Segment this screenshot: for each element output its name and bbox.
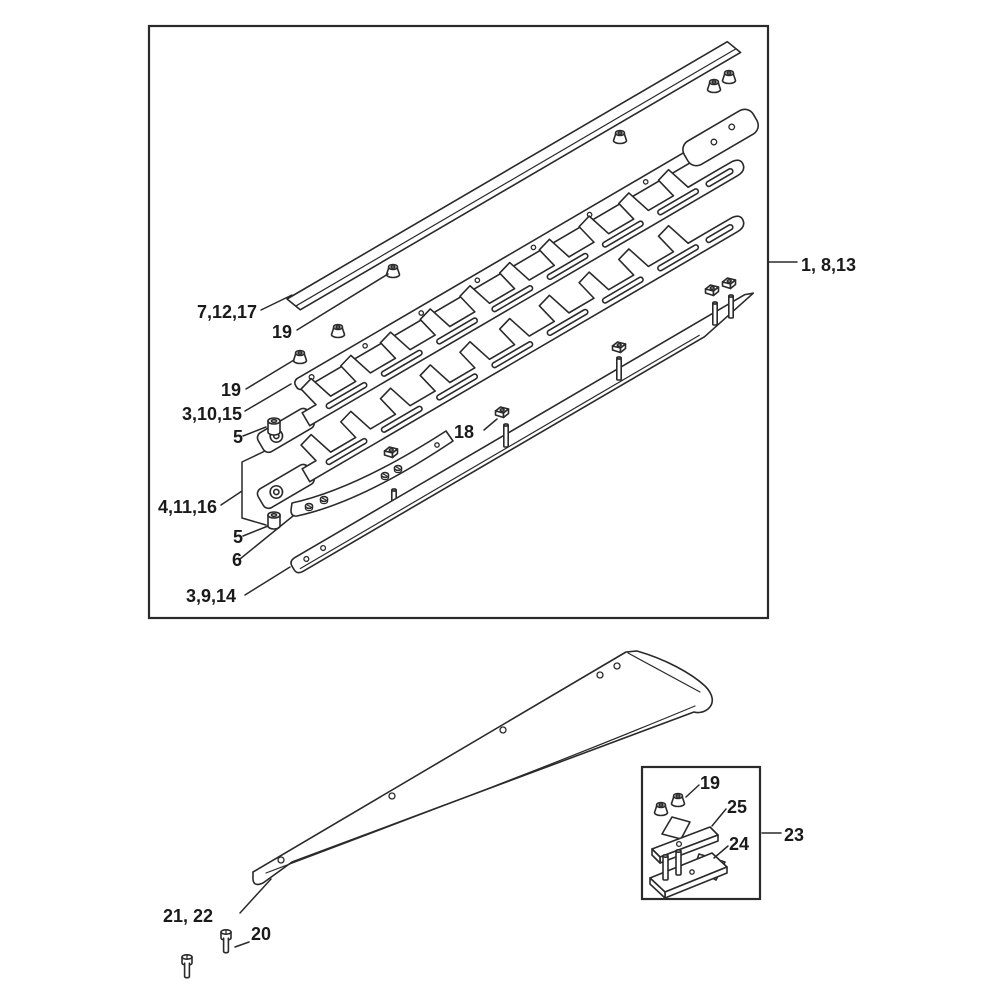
flange-nut <box>332 325 345 338</box>
slotted-screw <box>221 930 231 953</box>
square-nut <box>496 407 509 418</box>
callout-spacer-upper: 5 <box>233 427 244 447</box>
callout-nut-mid: 19 <box>221 380 242 400</box>
callout-blade-guard: 21, 22 <box>163 906 214 926</box>
callout-tip-bracket-upper: 25 <box>727 797 748 817</box>
threaded-stud <box>713 302 717 325</box>
callout-pressure-strip: 3,10,15 <box>182 404 243 424</box>
flange-nut <box>655 803 668 816</box>
spacer-sleeve-upper <box>268 418 280 435</box>
callout-square-nut: 18 <box>454 422 475 442</box>
square-nut <box>613 342 626 353</box>
flange-nut <box>294 351 307 364</box>
callout-tip-guard-assembly: 23 <box>784 825 805 845</box>
threaded-stud <box>504 424 508 447</box>
square-nut <box>706 285 719 296</box>
flange-nut <box>723 71 736 84</box>
threaded-stud <box>617 357 621 380</box>
callout-cutter-assembly: 1, 8,13 <box>801 255 857 275</box>
callout-guide-rail: 3,9,14 <box>186 586 237 606</box>
square-nut <box>723 278 736 289</box>
callout-cover-strip: 7,12,17 <box>197 302 258 322</box>
callout-tip-bracket-lower: 24 <box>729 834 750 854</box>
callout-connecting-link: 6 <box>232 550 243 570</box>
threaded-stud <box>729 295 733 318</box>
flange-nut <box>614 131 627 144</box>
callout-screw: 20 <box>251 924 272 944</box>
square-nut <box>385 447 398 458</box>
slotted-screw <box>182 955 192 978</box>
flange-nut <box>387 265 400 278</box>
callout-nut-upper: 19 <box>272 322 293 342</box>
spacer-sleeve-lower <box>268 512 280 529</box>
flange-nut <box>708 80 721 93</box>
callout-detail-nut: 19 <box>700 773 721 793</box>
callout-spacer-lower: 5 <box>233 527 244 547</box>
callout-blade-pair: 4,11,16 <box>158 497 218 517</box>
flange-nut <box>672 794 685 807</box>
